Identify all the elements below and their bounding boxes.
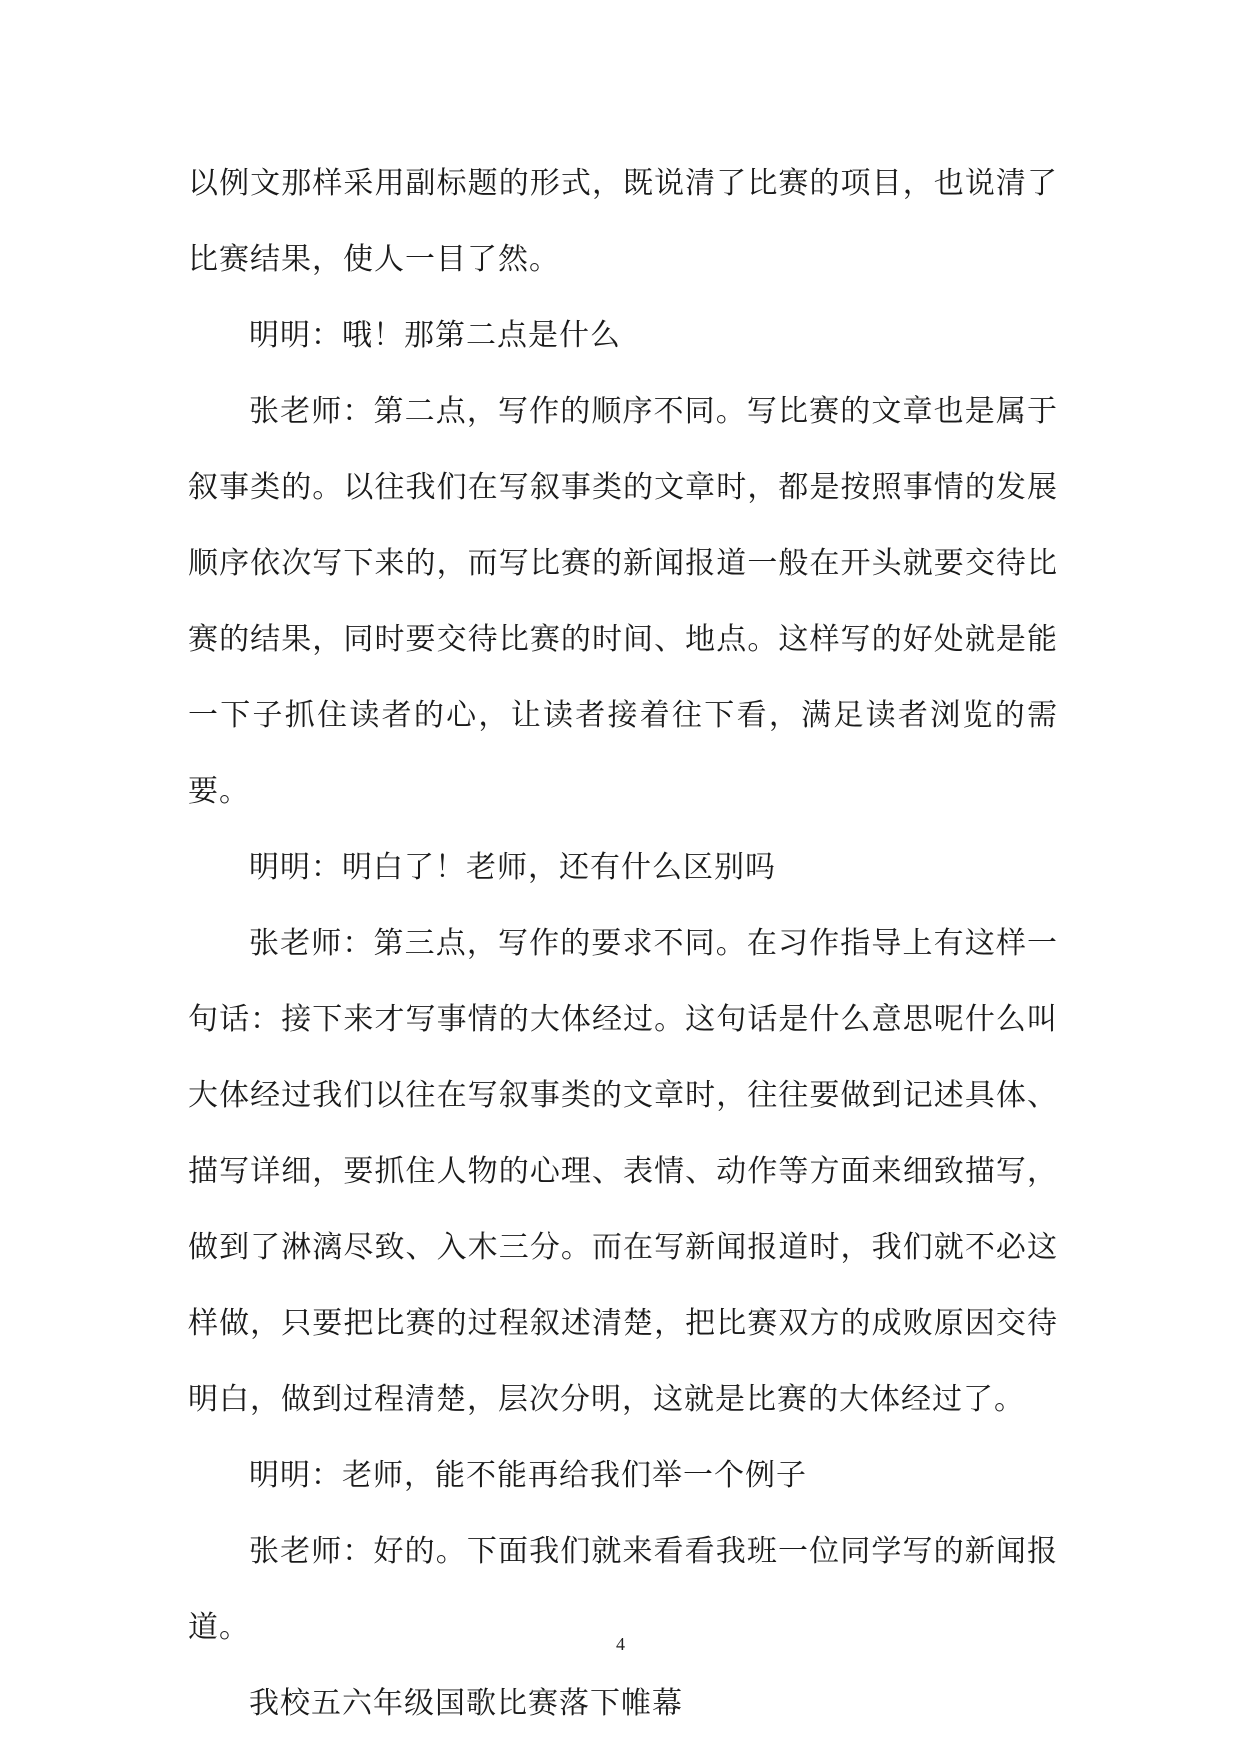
paragraph-mingming-question-2: 明明：明白了！老师，还有什么区别吗 xyxy=(249,850,776,885)
body-text xyxy=(188,146,1058,1742)
paragraph-mingming-question-1: 明明：哦！那第二点是什么 xyxy=(249,318,621,353)
paragraph-mingming-question-3: 明明：老师，能不能再给我们举一个例子 xyxy=(249,1458,807,1493)
page-number: 4 xyxy=(616,1634,625,1654)
paragraph-teacher-reply: 张老师：好的。下面我们就来看看我班一位同学写的新闻报道。 xyxy=(188,1534,1058,1645)
paragraph-teacher-point-2: 张老师：第二点，写作的顺序不同。写比赛的文章也是属于叙事类的。以往我们在写叙事类的文章时，都是按照事情的发展顺序依次写下来的，而写比赛的新闻报道一般在开头就要交待比赛的结果，同时要交待比赛的时间、地点。这样写的好处就是能一下子抓住读者的心，让读者接着往下看，满足读者浏览的需要。 xyxy=(188,394,1058,809)
paragraph-continuation: 以例文那样采用副标题的形式，既说清了比赛的项目，也说清了比赛结果，使人一目了然。 xyxy=(188,166,1058,277)
paragraph-report-title: 我校五六年级国歌比赛落下帷幕 xyxy=(249,1686,683,1721)
paragraph-teacher-point-3: 张老师：第三点，写作的要求不同。在习作指导上有这样一句话：接下来才写事情的大体经过。这句话是什么意思呢什么叫大体经过我们以往在写叙事类的文章时，往往要做到记述具体、描写详细，要抓住人物的心理、表情、动作等方面来细致描写，做到了淋漓尽致、入木三分。而在写新闻报道时，我们就不必这样做，只要把比赛的过程叙述清楚，把比赛双方的成败原因交待明白，做到过程清楚，层次分明，这就是比赛的大体经过了。 xyxy=(188,926,1058,1417)
